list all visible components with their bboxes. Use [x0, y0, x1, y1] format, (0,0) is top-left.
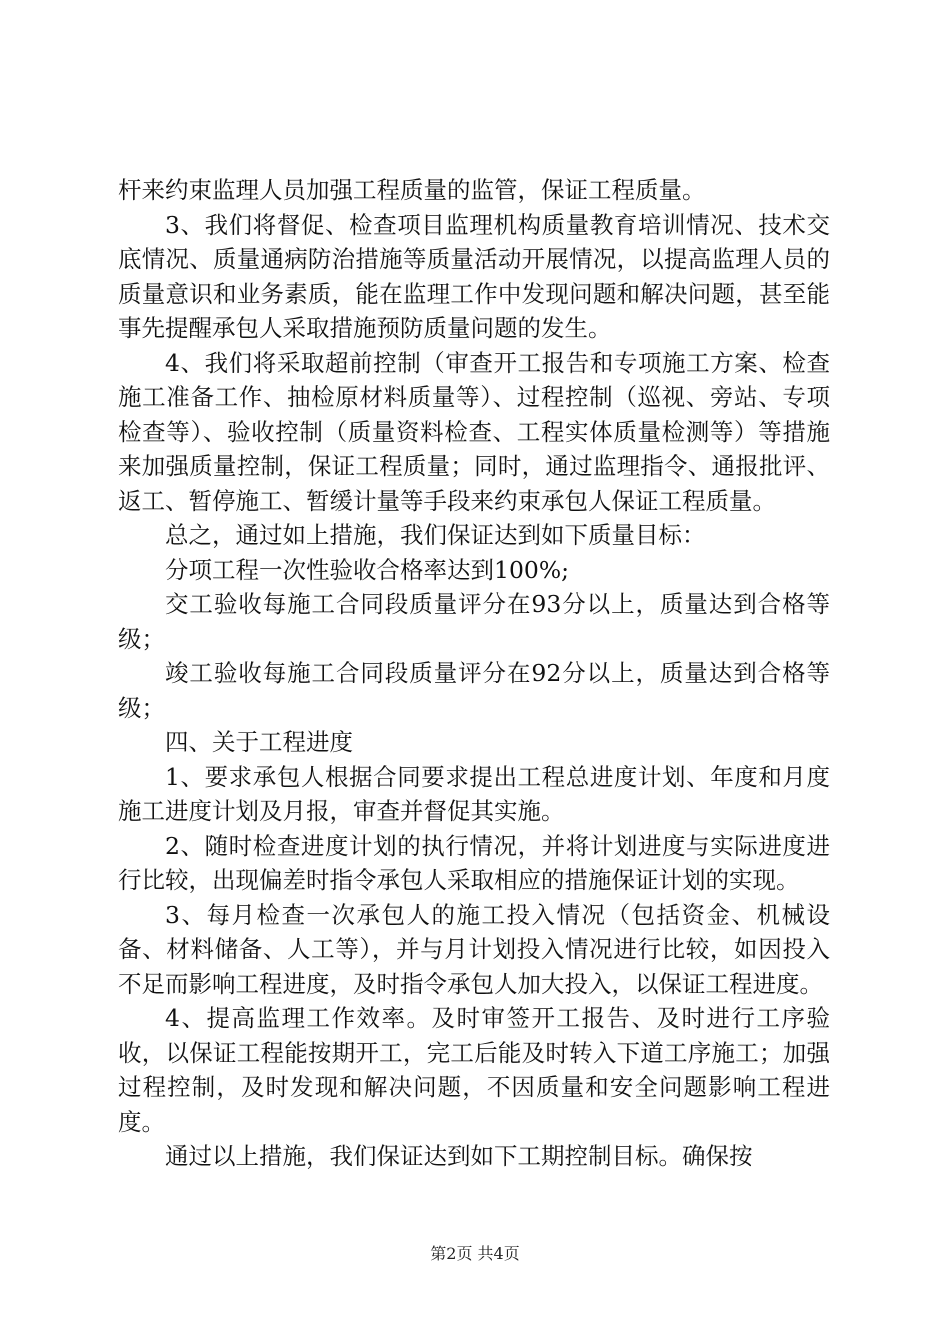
paragraph-6: 交工验收每施工合同段质量评分在93分以上，质量达到合格等级； [118, 590, 830, 653]
paragraph-7: 竣工验收每施工合同段质量评分在92分以上，质量达到合格等级； [118, 659, 830, 722]
paragraph-12: 4、提高监理工作效率。及时审签开工报告、及时进行工序验收，以保证工程能按期开工，完工后能及时转入下道工序施工；加强过程控制，及时发现和解决问题，不因质量和安全问题影响工程进度。 [118, 1004, 830, 1136]
paragraph-5: 分项工程一次性验收合格率达到100%; [165, 555, 570, 584]
paragraph-2: 3、我们将督促、检查项目监理机构质量教育培训情况、技术交底情况、质量通病防治措施等质量活动开展情况，以提高监理人员的质量意识和业务素质，能在监理工作中发现问题和解决问题，甚至能事先提醒承包人采取措施预防质量问题的发生。 [118, 210, 830, 342]
paragraph-13: 通过以上措施，我们保证达到如下工期控制目标。确保按 [165, 1142, 753, 1170]
page-footer: 第2页 共4页 [430, 1244, 520, 1263]
document-body [118, 173, 830, 1174]
paragraph-9: 1、要求承包人根据合同要求提出工程总进度计划、年度和月度施工进度计划及月报，审查并督促其实施。 [118, 762, 830, 825]
section-heading: 四、关于工程进度 [165, 728, 353, 756]
paragraph-4: 总之，通过如上措施，我们保证达到如下质量目标： [165, 521, 706, 549]
paragraph-3: 4、我们将采取超前控制（审查开工报告和专项施工方案、检查施工准备工作、抽检原材料质量等）、过程控制（巡视、旁站、专项检查等）、验收控制（质量资料检查、工程实体质量检测等）等措施来加强质量控制，保证工程质量；同时，通过监理指令、通报批评、返工、暂停施工、暂缓计量等手段来约束承包人保证工程质量。 [118, 348, 830, 515]
paragraph-10: 2、随时检查进度计划的执行情况，并将计划进度与实际进度进行比较，出现偏差时指令承包人采取相应的措施保证计划的实现。 [118, 831, 830, 894]
paragraph-11: 3、每月检查一次承包人的施工投入情况（包括资金、机械设备、材料储备、人工等），并与月计划投入情况进行比较，如因投入不足而影响工程进度，及时指令承包人加大投入，以保证工程进度。 [118, 900, 830, 998]
paragraph-1: 杆来约束监理人员加强工程质量的监管，保证工程质量。 [118, 176, 706, 204]
